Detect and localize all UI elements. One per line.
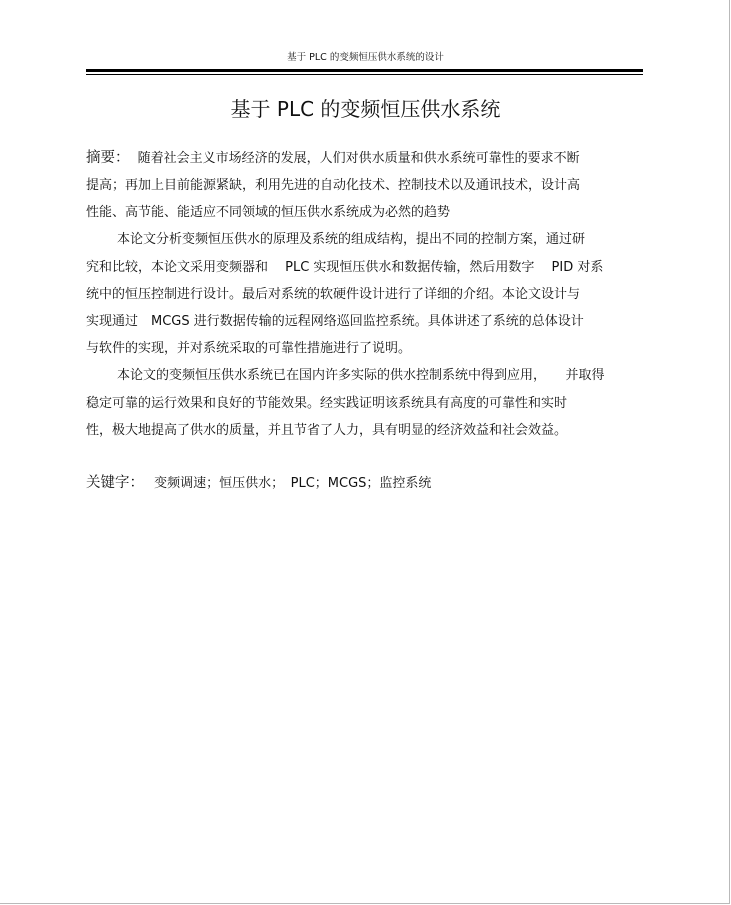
- keywords-line: [86, 474, 431, 493]
- keywords-text: 变频调速；恒压供水； PLC；MCGS；监控系统: [154, 476, 432, 491]
- header-rule-thin: [86, 74, 643, 75]
- document-title: 基于 PLC 的变频恒压供水系统: [230, 97, 501, 121]
- abstract-line-7: 实现通过 MCGS 进行数据传输的远程网络巡回监控系统。具体讲述了系统的总体设计: [86, 314, 584, 329]
- abstract-text: 随着社会主义市场经济的发展，人们对供水质量和供水系统可靠性的要求不断: [137, 151, 580, 166]
- abstract-line-4: 本论文分析变频恒压供水的原理及系统的组成结构，提出不同的控制方案，通过研: [117, 232, 586, 247]
- abstract-line-5: 究和比较，本论文采用变频器和 PLC 实现恒压供水和数据传输，然后用数字 PID 对系: [86, 260, 604, 275]
- abstract-line-9: 本论文的变频恒压供水系统已在国内许多实际的供水控制系统中得到应用， 并取得: [117, 368, 605, 383]
- abstract-label: 摘要：: [86, 150, 130, 166]
- abstract-line-2: 提高；再加上目前能源紧缺，利用先进的自动化技术、控制技术以及通讯技术，设计高: [86, 178, 581, 193]
- abstract-line-8: 与软件的实现，并对系统采取的可靠性措施进行了说明。: [86, 341, 412, 356]
- abstract-line-6: 统中的恒压控制进行设计。最后对系统的软硬件设计进行了详细的介绍。本论文设计与: [86, 287, 581, 302]
- header-rule-thick: [86, 69, 643, 72]
- abstract-line-3: 性能、高节能、能适应不同领域的恒压供水系统成为必然的趋势: [86, 205, 451, 220]
- abstract-line-11: 性，极大地提高了供水的质量，并且节省了人力，具有明显的经济效益和社会效益。: [86, 423, 568, 438]
- abstract-line-10: 稳定可靠的运行效果和良好的节能效果。经实践证明该系统具有高度的可靠性和实时: [86, 396, 568, 411]
- abstract-line-1: [86, 149, 580, 168]
- running-header: 基于 PLC 的变频恒压供水系统的设计: [287, 52, 444, 63]
- keywords-label: 关键字：: [86, 475, 144, 491]
